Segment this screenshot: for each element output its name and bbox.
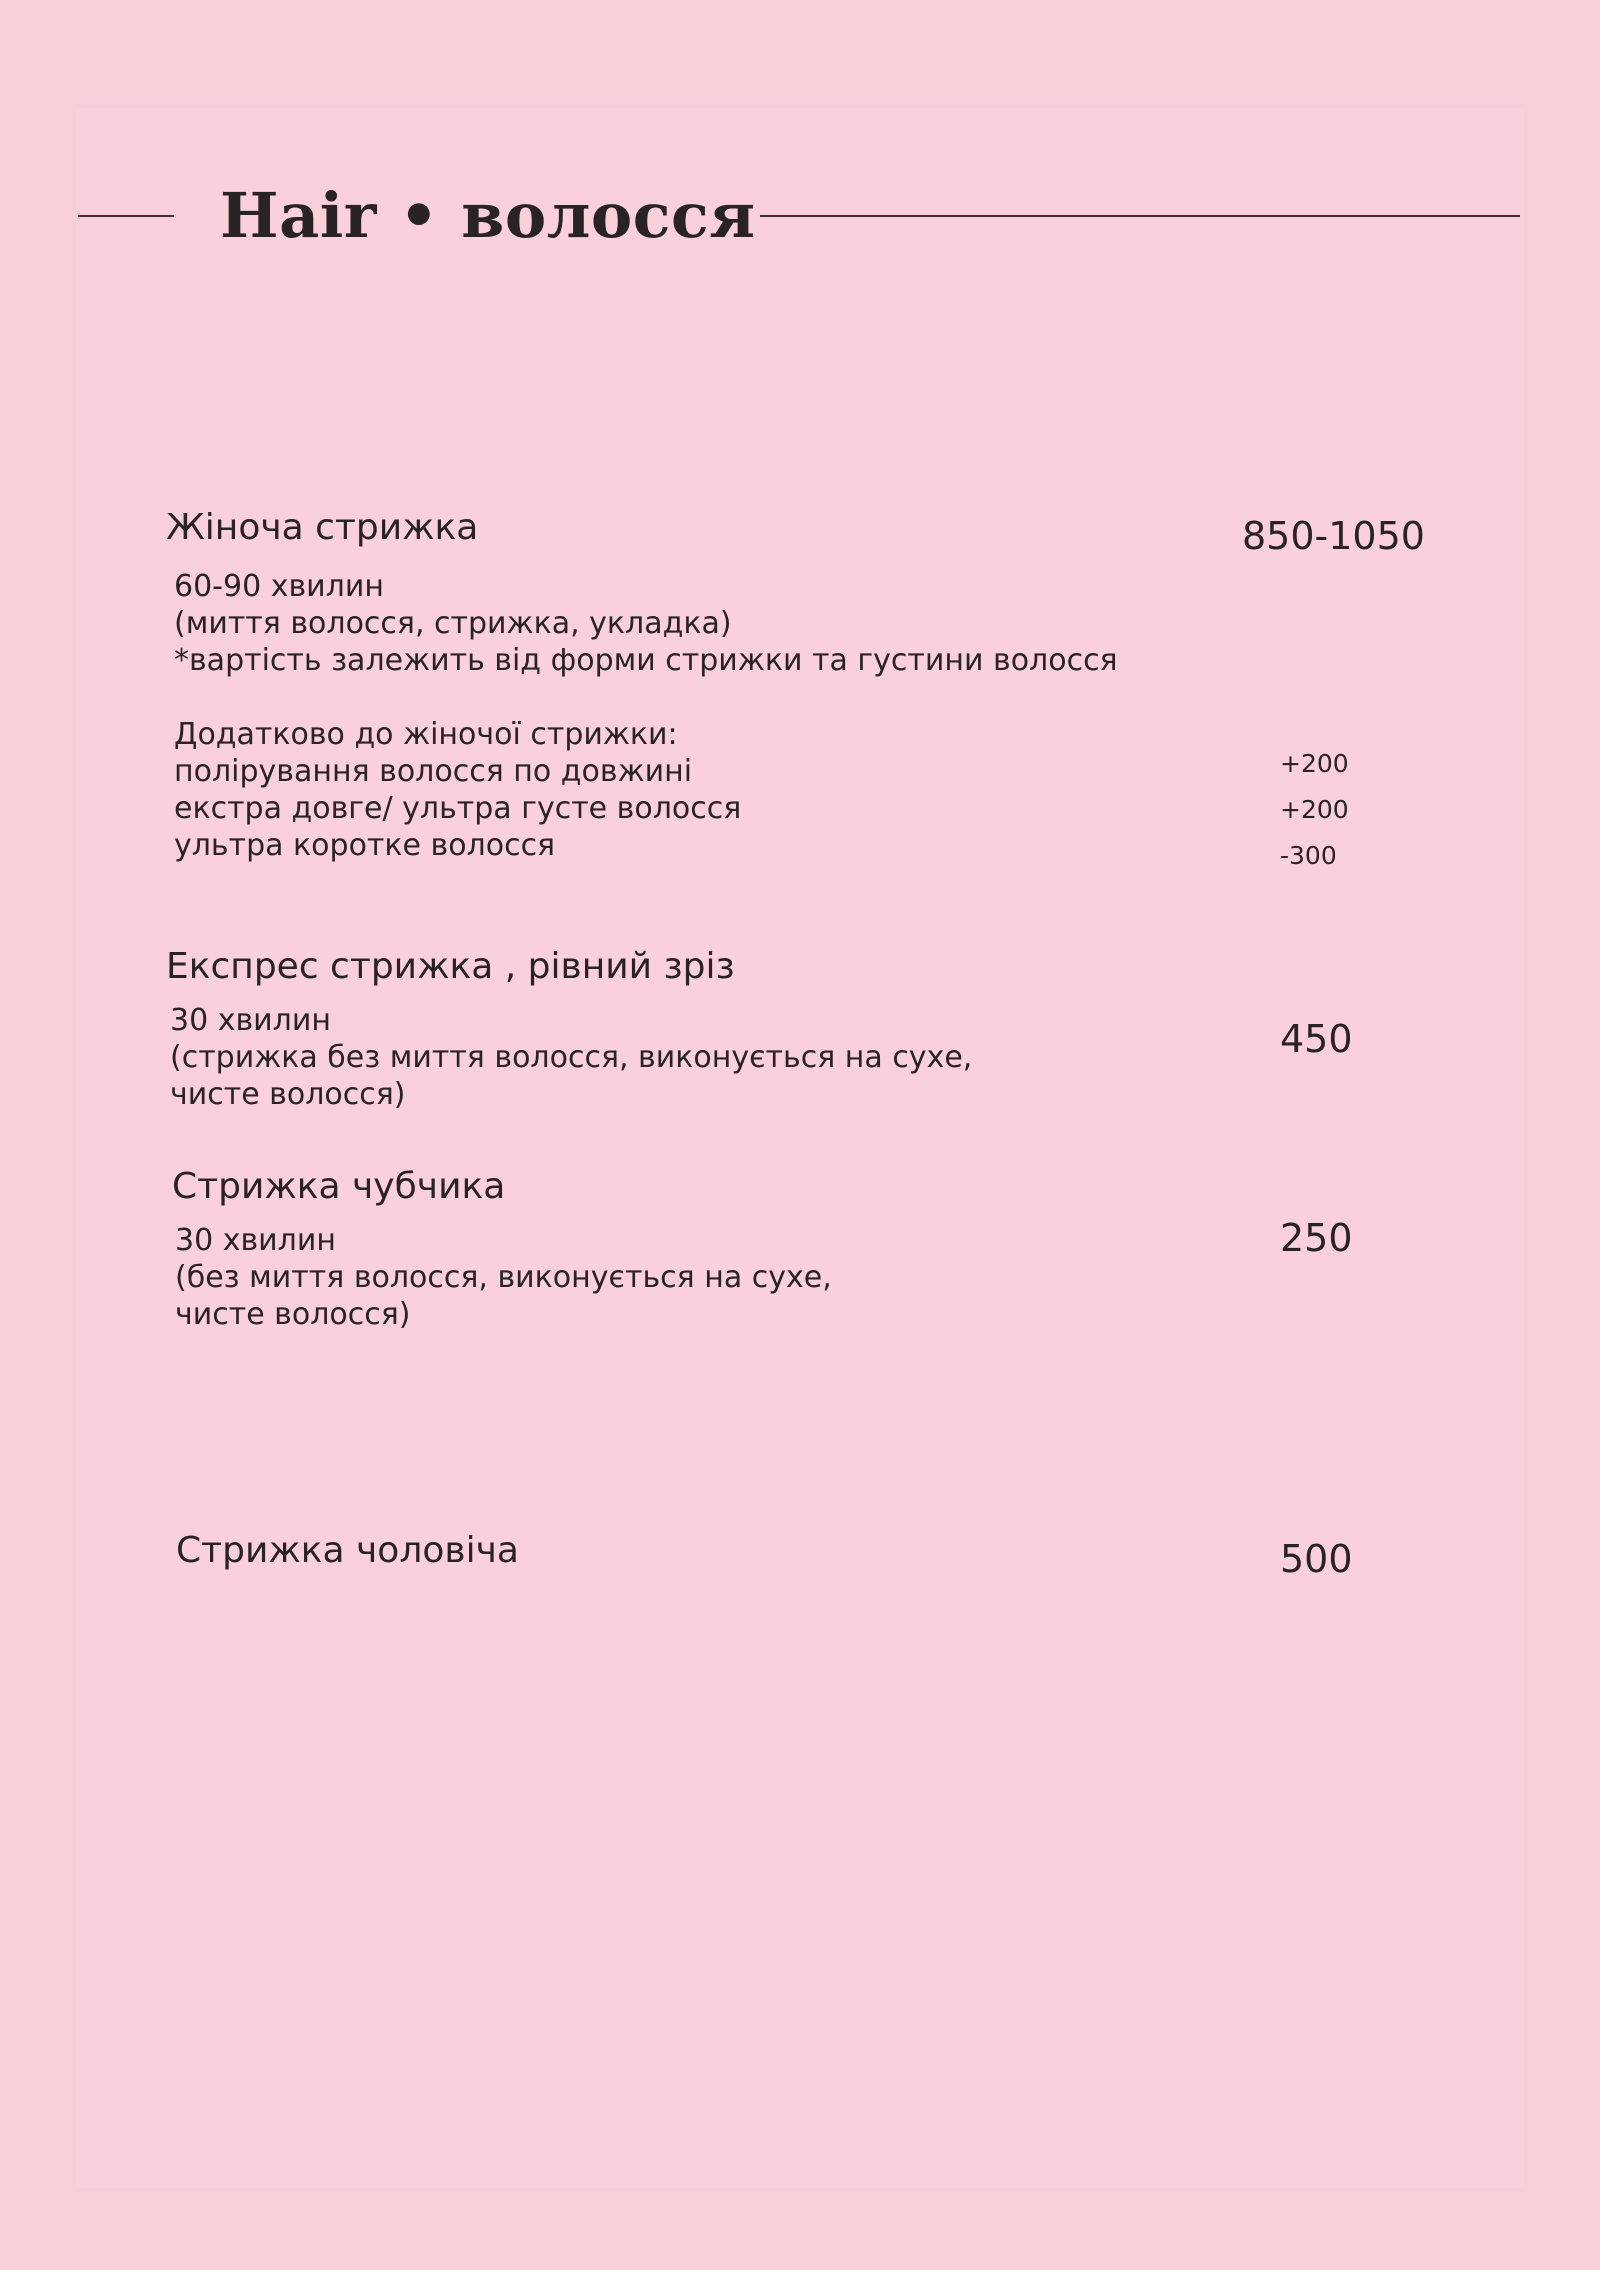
service-description: (без миття волосся, виконується на сухе, <box>175 1260 832 1295</box>
service-duration: 30 хвилин <box>175 1223 336 1258</box>
extra-label: ультра коротке волосся <box>174 828 556 863</box>
service-name: Жіноча стрижка <box>166 507 479 548</box>
service-description: (миття волосся, стрижка, укладка) <box>174 606 732 641</box>
extra-label: полірування волосся по довжині <box>174 754 693 789</box>
extra-price: +200 <box>1280 795 1349 824</box>
service-price: 450 <box>1280 1017 1353 1061</box>
service-price: 250 <box>1280 1216 1353 1260</box>
extra-label: екстра довге/ ультра густе волосся <box>174 791 742 826</box>
service-name: Стрижка чоловіча <box>176 1530 519 1571</box>
service-description: чисте волосся) <box>170 1077 406 1112</box>
service-duration: 60-90 хвилин <box>174 569 384 604</box>
service-price: 850-1050 <box>1242 514 1425 558</box>
service-price: 500 <box>1280 1537 1353 1581</box>
service-description: чисте волосся) <box>175 1297 411 1332</box>
page-title: Hair • волосся <box>220 179 756 252</box>
extra-price: +200 <box>1280 749 1349 778</box>
service-name: Стрижка чубчика <box>172 1166 506 1207</box>
extra-price: -300 <box>1280 841 1337 870</box>
title-rule-right <box>760 215 1520 217</box>
service-description: (стрижка без миття волосся, виконується на сухе, <box>170 1040 973 1075</box>
menu-page <box>76 108 1524 2188</box>
extras-heading: Додатково до жіночої стрижки: <box>174 717 678 752</box>
service-name: Експрес стрижка , рівний зріз <box>166 946 735 987</box>
service-duration: 30 хвилин <box>170 1003 331 1038</box>
title-rule-left <box>78 215 174 217</box>
service-note: *вартість залежить від форми стрижки та густини волосся <box>174 643 1118 678</box>
